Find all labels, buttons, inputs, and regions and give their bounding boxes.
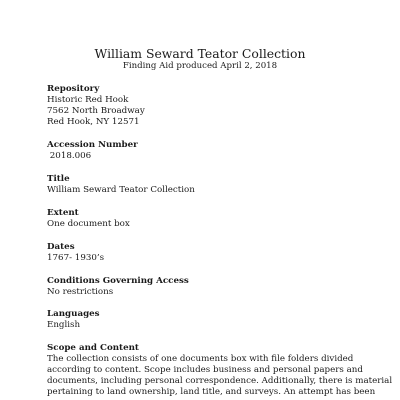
document-subtitle: Finding Aid produced April 2, 2018	[122, 61, 278, 71]
accession-value: 2018.006	[47, 151, 92, 161]
scope-line: documents, including personal correspondence. Additionally, there is material	[47, 376, 393, 386]
repository-line: 7562 North Broadway	[47, 106, 145, 116]
dates-value: 1767- 1930’s	[47, 253, 105, 263]
languages-heading: Languages	[47, 309, 100, 319]
extent-heading: Extent	[47, 208, 79, 218]
section-scope-and-content	[47, 343, 393, 398]
scope-line: according to content. Scope includes business and personal papers and	[47, 365, 363, 375]
section-title	[47, 174, 367, 196]
languages-value: English	[47, 320, 81, 330]
section-repository	[47, 84, 367, 128]
section-languages	[47, 309, 367, 331]
scope-line: The collection consists of one documents box with file folders divided	[47, 354, 354, 364]
section-accession-number	[47, 140, 367, 162]
accession-heading: Accession Number	[47, 140, 138, 150]
section-dates	[47, 242, 367, 264]
scope-heading: Scope and Content	[47, 343, 139, 353]
repository-heading: Repository	[47, 84, 100, 94]
scope-paragraph	[47, 354, 393, 398]
access-heading: Conditions Governing Access	[47, 276, 189, 286]
repository-line: Historic Red Hook	[47, 95, 129, 105]
title-heading: Title	[47, 174, 70, 184]
dates-heading: Dates	[47, 242, 75, 252]
section-extent	[47, 208, 367, 230]
section-access	[47, 276, 367, 298]
extent-value: One document box	[47, 219, 130, 229]
document-title: William Seward Teator Collection	[94, 46, 306, 61]
repository-line: Red Hook, NY 12571	[47, 117, 140, 127]
scope-line: pertaining to land ownership, land title, and surveys. An attempt has been	[47, 387, 376, 397]
access-value: No restrictions	[47, 287, 114, 297]
title-value: William Seward Teator Collection	[47, 185, 195, 195]
